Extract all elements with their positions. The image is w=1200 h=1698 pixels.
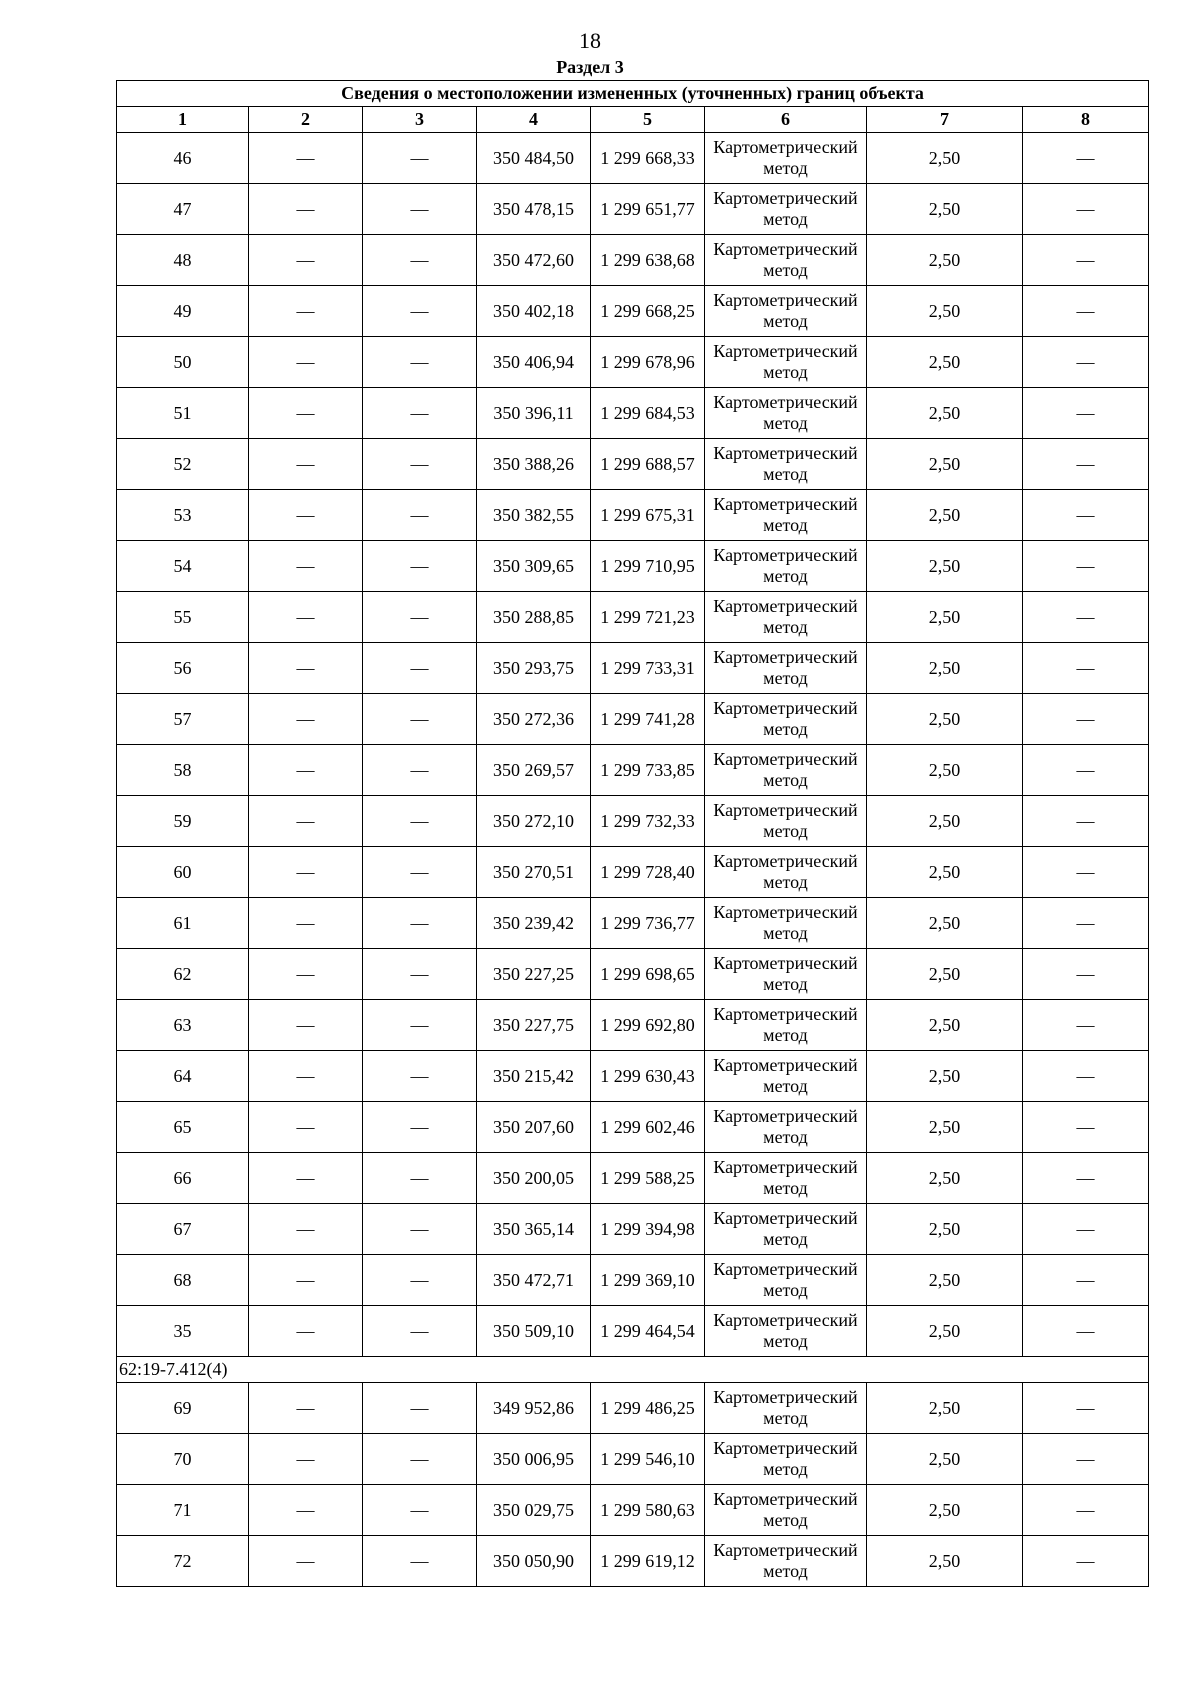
table-row (117, 949, 1149, 1000)
empty-dash-cell: — (363, 1434, 477, 1485)
table-row (117, 1306, 1149, 1357)
empty-dash-cell: — (249, 592, 363, 643)
empty-dash-cell: — (1023, 1153, 1149, 1204)
x-coordinate-cell: 350 200,05 (477, 1153, 591, 1204)
table-row (117, 388, 1149, 439)
empty-dash-cell: — (363, 1204, 477, 1255)
table-row (117, 643, 1149, 694)
method-cell: Картометрический метод (705, 439, 867, 490)
column-header: 4 (477, 107, 591, 133)
table-row (117, 1051, 1149, 1102)
y-coordinate-cell: 1 299 651,77 (591, 184, 705, 235)
y-coordinate-cell: 1 299 733,31 (591, 643, 705, 694)
table-row (117, 898, 1149, 949)
empty-dash-cell: — (1023, 1000, 1149, 1051)
empty-dash-cell: — (249, 286, 363, 337)
x-coordinate-cell: 350 270,51 (477, 847, 591, 898)
accuracy-cell: 2,50 (867, 1255, 1023, 1306)
y-coordinate-cell: 1 299 668,33 (591, 133, 705, 184)
empty-dash-cell: — (1023, 1434, 1149, 1485)
empty-dash-cell: — (249, 1102, 363, 1153)
x-coordinate-cell: 350 288,85 (477, 592, 591, 643)
point-number-cell: 68 (117, 1255, 249, 1306)
empty-dash-cell: — (363, 337, 477, 388)
point-number-cell: 59 (117, 796, 249, 847)
empty-dash-cell: — (249, 1153, 363, 1204)
method-cell: Картометрический метод (705, 286, 867, 337)
x-coordinate-cell: 350 406,94 (477, 337, 591, 388)
empty-dash-cell: — (363, 847, 477, 898)
table-caption-row (117, 81, 1149, 107)
point-number-cell: 58 (117, 745, 249, 796)
method-cell: Картометрический метод (705, 235, 867, 286)
point-number-cell: 53 (117, 490, 249, 541)
y-coordinate-cell: 1 299 602,46 (591, 1102, 705, 1153)
empty-dash-cell: — (363, 1485, 477, 1536)
y-coordinate-cell: 1 299 675,31 (591, 490, 705, 541)
x-coordinate-cell: 350 050,90 (477, 1536, 591, 1587)
accuracy-cell: 2,50 (867, 388, 1023, 439)
empty-dash-cell: — (249, 745, 363, 796)
table-caption: Сведения о местоположении измененных (уточненных) границ объекта (117, 81, 1149, 107)
y-coordinate-cell: 1 299 733,85 (591, 745, 705, 796)
point-number-cell: 57 (117, 694, 249, 745)
point-number-cell: 66 (117, 1153, 249, 1204)
empty-dash-cell: — (1023, 184, 1149, 235)
empty-dash-cell: — (1023, 388, 1149, 439)
empty-dash-cell: — (1023, 541, 1149, 592)
method-cell: Картометрический метод (705, 898, 867, 949)
column-header: 8 (1023, 107, 1149, 133)
point-number-cell: 56 (117, 643, 249, 694)
x-coordinate-cell: 350 509,10 (477, 1306, 591, 1357)
point-number-cell: 55 (117, 592, 249, 643)
table-row (117, 1102, 1149, 1153)
accuracy-cell: 2,50 (867, 1102, 1023, 1153)
accuracy-cell: 2,50 (867, 184, 1023, 235)
x-coordinate-cell: 350 309,65 (477, 541, 591, 592)
accuracy-cell: 2,50 (867, 1536, 1023, 1587)
empty-dash-cell: — (363, 439, 477, 490)
table-row (117, 286, 1149, 337)
x-coordinate-cell: 350 227,25 (477, 949, 591, 1000)
method-cell: Картометрический метод (705, 1383, 867, 1434)
point-number-cell: 67 (117, 1204, 249, 1255)
empty-dash-cell: — (249, 1485, 363, 1536)
empty-dash-cell: — (1023, 286, 1149, 337)
empty-dash-cell: — (249, 490, 363, 541)
method-cell: Картометрический метод (705, 1485, 867, 1536)
method-cell: Картометрический метод (705, 490, 867, 541)
empty-dash-cell: — (363, 1102, 477, 1153)
empty-dash-cell: — (1023, 1536, 1149, 1587)
method-cell: Картометрический метод (705, 1204, 867, 1255)
method-cell: Картометрический метод (705, 1000, 867, 1051)
empty-dash-cell: — (1023, 898, 1149, 949)
empty-dash-cell: — (249, 184, 363, 235)
y-coordinate-cell: 1 299 698,65 (591, 949, 705, 1000)
method-cell: Картометрический метод (705, 1255, 867, 1306)
empty-dash-cell: — (1023, 439, 1149, 490)
point-number-cell: 62 (117, 949, 249, 1000)
empty-dash-cell: — (363, 694, 477, 745)
table-row (117, 439, 1149, 490)
empty-dash-cell: — (1023, 337, 1149, 388)
empty-dash-cell: — (249, 694, 363, 745)
accuracy-cell: 2,50 (867, 949, 1023, 1000)
point-number-cell: 49 (117, 286, 249, 337)
y-coordinate-cell: 1 299 369,10 (591, 1255, 705, 1306)
accuracy-cell: 2,50 (867, 1383, 1023, 1434)
empty-dash-cell: — (363, 745, 477, 796)
empty-dash-cell: — (249, 1051, 363, 1102)
empty-dash-cell: — (363, 235, 477, 286)
empty-dash-cell: — (249, 847, 363, 898)
empty-dash-cell: — (249, 1000, 363, 1051)
empty-dash-cell: — (363, 1536, 477, 1587)
point-number-cell: 72 (117, 1536, 249, 1587)
accuracy-cell: 2,50 (867, 1051, 1023, 1102)
x-coordinate-cell: 350 293,75 (477, 643, 591, 694)
empty-dash-cell: — (1023, 949, 1149, 1000)
table-row (117, 1536, 1149, 1587)
table-row (117, 745, 1149, 796)
point-number-cell: 48 (117, 235, 249, 286)
column-header: 3 (363, 107, 477, 133)
empty-dash-cell: — (363, 898, 477, 949)
x-coordinate-cell: 350 472,71 (477, 1255, 591, 1306)
empty-dash-cell: — (1023, 133, 1149, 184)
accuracy-cell: 2,50 (867, 745, 1023, 796)
y-coordinate-cell: 1 299 736,77 (591, 898, 705, 949)
x-coordinate-cell: 350 227,75 (477, 1000, 591, 1051)
empty-dash-cell: — (249, 796, 363, 847)
point-number-cell: 50 (117, 337, 249, 388)
method-cell: Картометрический метод (705, 745, 867, 796)
x-coordinate-cell: 350 239,42 (477, 898, 591, 949)
y-coordinate-cell: 1 299 588,25 (591, 1153, 705, 1204)
table-row (117, 1153, 1149, 1204)
column-header: 6 (705, 107, 867, 133)
x-coordinate-cell: 350 484,50 (477, 133, 591, 184)
x-coordinate-cell: 350 478,15 (477, 184, 591, 235)
accuracy-cell: 2,50 (867, 847, 1023, 898)
y-coordinate-cell: 1 299 721,23 (591, 592, 705, 643)
empty-dash-cell: — (363, 133, 477, 184)
method-cell: Картометрический метод (705, 1102, 867, 1153)
empty-dash-cell: — (363, 184, 477, 235)
accuracy-cell: 2,50 (867, 337, 1023, 388)
empty-dash-cell: — (249, 235, 363, 286)
empty-dash-cell: — (1023, 643, 1149, 694)
accuracy-cell: 2,50 (867, 1153, 1023, 1204)
table-row (117, 1000, 1149, 1051)
empty-dash-cell: — (249, 1255, 363, 1306)
y-coordinate-cell: 1 299 546,10 (591, 1434, 705, 1485)
method-cell: Картометрический метод (705, 1153, 867, 1204)
table-row (117, 847, 1149, 898)
y-coordinate-cell: 1 299 638,68 (591, 235, 705, 286)
empty-dash-cell: — (249, 388, 363, 439)
empty-dash-cell: — (363, 1000, 477, 1051)
method-cell: Картометрический метод (705, 796, 867, 847)
accuracy-cell: 2,50 (867, 235, 1023, 286)
y-coordinate-cell: 1 299 741,28 (591, 694, 705, 745)
x-coordinate-cell: 350 382,55 (477, 490, 591, 541)
accuracy-cell: 2,50 (867, 1306, 1023, 1357)
accuracy-cell: 2,50 (867, 1204, 1023, 1255)
method-cell: Картометрический метод (705, 184, 867, 235)
x-coordinate-cell: 349 952,86 (477, 1383, 591, 1434)
y-coordinate-cell: 1 299 580,63 (591, 1485, 705, 1536)
accuracy-cell: 2,50 (867, 541, 1023, 592)
empty-dash-cell: — (1023, 1306, 1149, 1357)
method-cell: Картометрический метод (705, 337, 867, 388)
method-cell: Картометрический метод (705, 1051, 867, 1102)
accuracy-cell: 2,50 (867, 1000, 1023, 1051)
empty-dash-cell: — (363, 388, 477, 439)
method-cell: Картометрический метод (705, 1536, 867, 1587)
method-cell: Картометрический метод (705, 133, 867, 184)
y-coordinate-cell: 1 299 692,80 (591, 1000, 705, 1051)
empty-dash-cell: — (363, 643, 477, 694)
y-coordinate-cell: 1 299 630,43 (591, 1051, 705, 1102)
method-cell: Картометрический метод (705, 1306, 867, 1357)
point-number-cell: 61 (117, 898, 249, 949)
column-header: 1 (117, 107, 249, 133)
method-cell: Картометрический метод (705, 643, 867, 694)
y-coordinate-cell: 1 299 486,25 (591, 1383, 705, 1434)
x-coordinate-cell: 350 402,18 (477, 286, 591, 337)
empty-dash-cell: — (249, 1306, 363, 1357)
empty-dash-cell: — (363, 490, 477, 541)
empty-dash-cell: — (1023, 235, 1149, 286)
empty-dash-cell: — (363, 1306, 477, 1357)
x-coordinate-cell: 350 272,36 (477, 694, 591, 745)
empty-dash-cell: — (1023, 847, 1149, 898)
empty-dash-cell: — (1023, 490, 1149, 541)
x-coordinate-cell: 350 272,10 (477, 796, 591, 847)
empty-dash-cell: — (363, 949, 477, 1000)
point-number-cell: 35 (117, 1306, 249, 1357)
point-number-cell: 54 (117, 541, 249, 592)
y-coordinate-cell: 1 299 710,95 (591, 541, 705, 592)
table-row (117, 694, 1149, 745)
empty-dash-cell: — (249, 337, 363, 388)
empty-dash-cell: — (1023, 694, 1149, 745)
method-cell: Картометрический метод (705, 1434, 867, 1485)
table-row (117, 337, 1149, 388)
accuracy-cell: 2,50 (867, 133, 1023, 184)
method-cell: Картометрический метод (705, 388, 867, 439)
empty-dash-cell: — (363, 286, 477, 337)
y-coordinate-cell: 1 299 619,12 (591, 1536, 705, 1587)
accuracy-cell: 2,50 (867, 694, 1023, 745)
empty-dash-cell: — (1023, 1255, 1149, 1306)
point-number-cell: 71 (117, 1485, 249, 1536)
empty-dash-cell: — (1023, 1383, 1149, 1434)
table-row (117, 796, 1149, 847)
x-coordinate-cell: 350 472,60 (477, 235, 591, 286)
empty-dash-cell: — (249, 1383, 363, 1434)
empty-dash-cell: — (249, 439, 363, 490)
empty-dash-cell: — (249, 541, 363, 592)
accuracy-cell: 2,50 (867, 1485, 1023, 1536)
table-row (117, 235, 1149, 286)
column-header: 7 (867, 107, 1023, 133)
y-coordinate-cell: 1 299 464,54 (591, 1306, 705, 1357)
method-cell: Картометрический метод (705, 541, 867, 592)
x-coordinate-cell: 350 029,75 (477, 1485, 591, 1536)
section-title: Раздел 3 (556, 57, 624, 77)
empty-dash-cell: — (1023, 1485, 1149, 1536)
group-label: 62:19-7.412(4) (117, 1357, 1149, 1383)
x-coordinate-cell: 350 388,26 (477, 439, 591, 490)
column-header-row (117, 107, 1149, 133)
x-coordinate-cell: 350 396,11 (477, 388, 591, 439)
accuracy-cell: 2,50 (867, 643, 1023, 694)
page-number: 18 (579, 28, 601, 53)
y-coordinate-cell: 1 299 732,33 (591, 796, 705, 847)
point-number-cell: 70 (117, 1434, 249, 1485)
table-row (117, 592, 1149, 643)
accuracy-cell: 2,50 (867, 1434, 1023, 1485)
accuracy-cell: 2,50 (867, 490, 1023, 541)
point-number-cell: 51 (117, 388, 249, 439)
column-header: 2 (249, 107, 363, 133)
empty-dash-cell: — (249, 1204, 363, 1255)
empty-dash-cell: — (249, 1536, 363, 1587)
empty-dash-cell: — (1023, 592, 1149, 643)
x-coordinate-cell: 350 207,60 (477, 1102, 591, 1153)
empty-dash-cell: — (249, 643, 363, 694)
empty-dash-cell: — (363, 1153, 477, 1204)
empty-dash-cell: — (363, 541, 477, 592)
empty-dash-cell: — (249, 1434, 363, 1485)
y-coordinate-cell: 1 299 678,96 (591, 337, 705, 388)
method-cell: Картометрический метод (705, 847, 867, 898)
table-row (117, 1434, 1149, 1485)
table-row (117, 1255, 1149, 1306)
group-row (117, 1357, 1149, 1383)
point-number-cell: 47 (117, 184, 249, 235)
empty-dash-cell: — (363, 1383, 477, 1434)
empty-dash-cell: — (1023, 1051, 1149, 1102)
empty-dash-cell: — (1023, 1204, 1149, 1255)
accuracy-cell: 2,50 (867, 286, 1023, 337)
point-number-cell: 65 (117, 1102, 249, 1153)
accuracy-cell: 2,50 (867, 796, 1023, 847)
point-number-cell: 64 (117, 1051, 249, 1102)
table-row (117, 490, 1149, 541)
empty-dash-cell: — (1023, 745, 1149, 796)
point-number-cell: 52 (117, 439, 249, 490)
point-number-cell: 63 (117, 1000, 249, 1051)
y-coordinate-cell: 1 299 684,53 (591, 388, 705, 439)
method-cell: Картометрический метод (705, 949, 867, 1000)
accuracy-cell: 2,50 (867, 439, 1023, 490)
coordinates-table (116, 80, 1149, 1587)
x-coordinate-cell: 350 006,95 (477, 1434, 591, 1485)
empty-dash-cell: — (363, 1255, 477, 1306)
table-row (117, 1383, 1149, 1434)
y-coordinate-cell: 1 299 728,40 (591, 847, 705, 898)
method-cell: Картометрический метод (705, 694, 867, 745)
point-number-cell: 69 (117, 1383, 249, 1434)
empty-dash-cell: — (1023, 1102, 1149, 1153)
empty-dash-cell: — (249, 949, 363, 1000)
y-coordinate-cell: 1 299 688,57 (591, 439, 705, 490)
table-row (117, 133, 1149, 184)
x-coordinate-cell: 350 215,42 (477, 1051, 591, 1102)
x-coordinate-cell: 350 269,57 (477, 745, 591, 796)
empty-dash-cell: — (1023, 796, 1149, 847)
empty-dash-cell: — (363, 1051, 477, 1102)
column-header: 5 (591, 107, 705, 133)
x-coordinate-cell: 350 365,14 (477, 1204, 591, 1255)
point-number-cell: 46 (117, 133, 249, 184)
y-coordinate-cell: 1 299 394,98 (591, 1204, 705, 1255)
table-row (117, 184, 1149, 235)
table-row (117, 541, 1149, 592)
empty-dash-cell: — (363, 592, 477, 643)
accuracy-cell: 2,50 (867, 898, 1023, 949)
empty-dash-cell: — (249, 133, 363, 184)
table-row (117, 1485, 1149, 1536)
accuracy-cell: 2,50 (867, 592, 1023, 643)
y-coordinate-cell: 1 299 668,25 (591, 286, 705, 337)
table-row (117, 1204, 1149, 1255)
point-number-cell: 60 (117, 847, 249, 898)
method-cell: Картометрический метод (705, 592, 867, 643)
empty-dash-cell: — (363, 796, 477, 847)
empty-dash-cell: — (249, 898, 363, 949)
